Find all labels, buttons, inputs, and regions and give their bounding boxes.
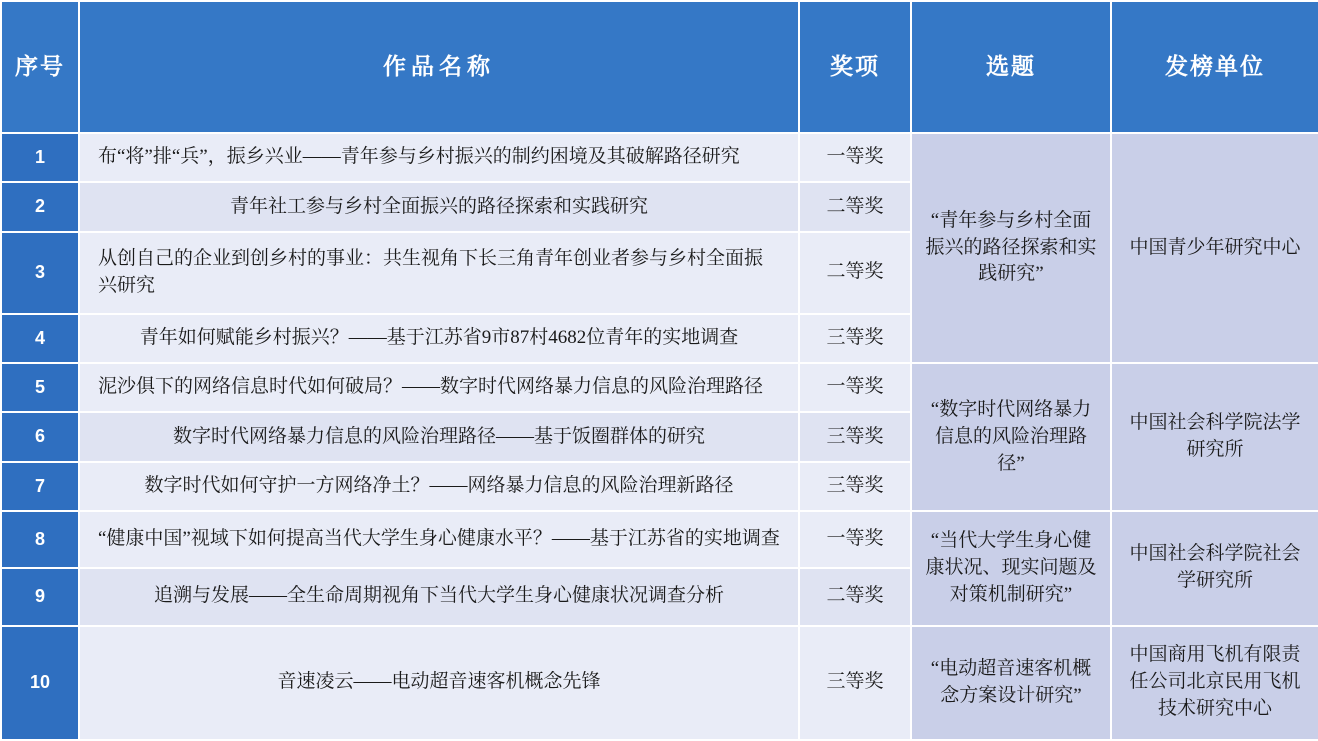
row-index: 5	[1, 363, 79, 412]
row-topic: “电动超音速客机概念方案设计研究”	[911, 626, 1111, 740]
row-prize: 一等奖	[799, 511, 911, 568]
row-index: 6	[1, 412, 79, 461]
row-title: 追溯与发展——全生命周期视角下当代大学生身心健康状况调查分析	[79, 568, 799, 625]
row-title: 青年如何赋能乡村振兴？——基于江苏省9市87村4682位青年的实地调查	[79, 314, 799, 363]
row-prize: 一等奖	[799, 133, 911, 182]
row-unit: 中国社会科学院社会学研究所	[1111, 511, 1318, 625]
row-title: 泥沙俱下的网络信息时代如何破局？——数字时代网络暴力信息的风险治理路径	[79, 363, 799, 412]
row-title: 数字时代网络暴力信息的风险治理路径——基于饭圈群体的研究	[79, 412, 799, 461]
row-topic: “当代大学生身心健康状况、现实问题及对策机制研究”	[911, 511, 1111, 625]
row-title: 从创自己的企业到创乡村的事业：共生视角下长三角青年创业者参与乡村全面振兴研究	[79, 232, 799, 314]
row-topic: “数字时代网络暴力信息的风险治理路径”	[911, 363, 1111, 511]
row-unit: 中国社会科学院法学研究所	[1111, 363, 1318, 511]
header-row	[1, 1, 1318, 133]
row-index: 10	[1, 626, 79, 740]
column-header-unit: 发榜单位	[1111, 1, 1318, 133]
table-header	[1, 1, 1318, 133]
row-title: 青年社工参与乡村全面振兴的路径探索和实践研究	[79, 182, 799, 231]
row-index: 7	[1, 462, 79, 511]
table-row	[1, 133, 1318, 182]
table-body	[1, 133, 1318, 740]
row-topic: “青年参与乡村全面振兴的路径探索和实践研究”	[911, 133, 1111, 363]
row-prize: 三等奖	[799, 462, 911, 511]
column-header-title: 作品名称	[79, 1, 799, 133]
row-unit: 中国青少年研究中心	[1111, 133, 1318, 363]
row-prize: 一等奖	[799, 363, 911, 412]
column-header-topic: 选题	[911, 1, 1111, 133]
row-title: 数字时代如何守护一方网络净土？——网络暴力信息的风险治理新路径	[79, 462, 799, 511]
row-prize: 二等奖	[799, 232, 911, 314]
row-index: 2	[1, 182, 79, 231]
row-prize: 二等奖	[799, 568, 911, 625]
row-index: 3	[1, 232, 79, 314]
table-row	[1, 363, 1318, 412]
row-prize: 三等奖	[799, 314, 911, 363]
column-header-index: 序号	[1, 1, 79, 133]
row-index: 4	[1, 314, 79, 363]
row-title: “健康中国”视域下如何提高当代大学生身心健康水平？——基于江苏省的实地调查	[79, 511, 799, 568]
row-index: 8	[1, 511, 79, 568]
row-unit: 中国商用飞机有限责任公司北京民用飞机技术研究中心	[1111, 626, 1318, 740]
row-index: 1	[1, 133, 79, 182]
row-index: 9	[1, 568, 79, 625]
row-prize: 二等奖	[799, 182, 911, 231]
row-prize: 三等奖	[799, 626, 911, 740]
table-row	[1, 626, 1318, 740]
table-row	[1, 511, 1318, 568]
row-prize: 三等奖	[799, 412, 911, 461]
row-title: 布“将”排“兵”，振乡兴业——青年参与乡村振兴的制约困境及其破解路径研究	[79, 133, 799, 182]
row-title: 音速凌云——电动超音速客机概念先锋	[79, 626, 799, 740]
column-header-prize: 奖项	[799, 1, 911, 133]
